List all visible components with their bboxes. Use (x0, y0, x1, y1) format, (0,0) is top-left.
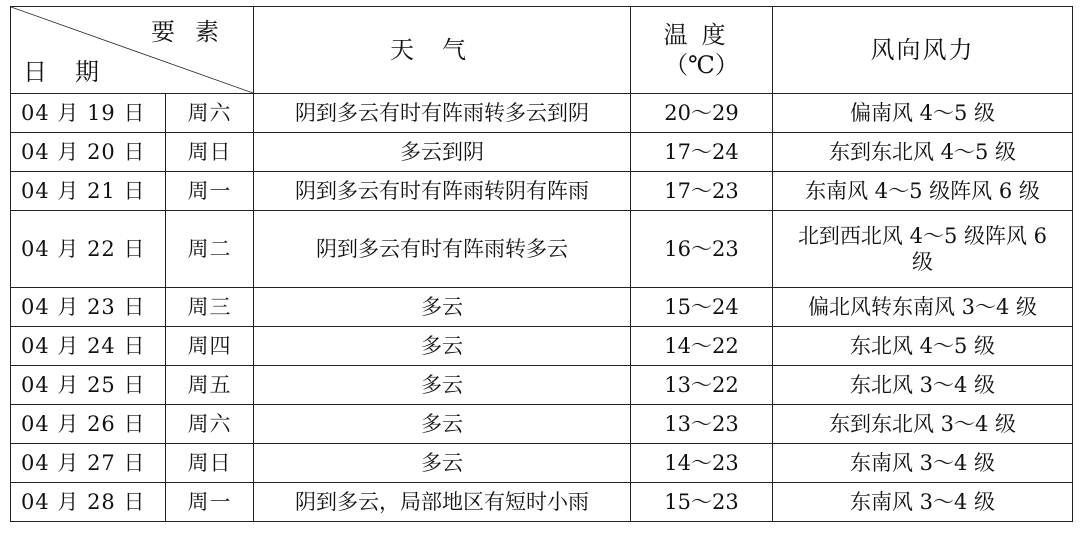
date-cell: 04 月 21 日 (11, 172, 166, 211)
weekday-cell: 周五 (166, 366, 254, 405)
weather-cell: 多云到阴 (254, 133, 631, 172)
weekday-cell: 周日 (166, 444, 254, 483)
temperature-cell: 14～22 (631, 327, 773, 366)
weather-cell: 多云 (254, 366, 631, 405)
table-row (11, 94, 1073, 133)
temperature-cell: 13～23 (631, 405, 773, 444)
wind-cell: 东到东北风 4～5 级 (773, 133, 1073, 172)
weekday-cell: 周一 (166, 483, 254, 522)
table-row (11, 327, 1073, 366)
temperature-cell: 17～23 (631, 172, 773, 211)
weekday-cell: 周四 (166, 327, 254, 366)
weather-cell: 阴到多云有时有阵雨转多云到阴 (254, 94, 631, 133)
date-cell: 04 月 24 日 (11, 327, 166, 366)
temperature-cell: 15～24 (631, 288, 773, 327)
weekday-cell: 周六 (166, 405, 254, 444)
wind-cell: 偏北风转东南风 3～4 级 (773, 288, 1073, 327)
wind-cell: 东北风 4～5 级 (773, 327, 1073, 366)
table-row (11, 444, 1073, 483)
wind-cell: 偏南风 4～5 级 (773, 94, 1073, 133)
weather-cell: 多云 (254, 405, 631, 444)
date-cell: 04 月 28 日 (11, 483, 166, 522)
date-cell: 04 月 20 日 (11, 133, 166, 172)
temperature-cell: 14～23 (631, 444, 773, 483)
weekday-cell: 周六 (166, 94, 254, 133)
date-cell: 04 月 19 日 (11, 94, 166, 133)
temperature-unit-label: （℃） (664, 51, 739, 79)
weather-cell: 阴到多云有时有阵雨转多云 (254, 211, 631, 288)
date-cell: 04 月 23 日 (11, 288, 166, 327)
date-cell: 04 月 25 日 (11, 366, 166, 405)
date-cell: 04 月 26 日 (11, 405, 166, 444)
weather-cell: 多云 (254, 327, 631, 366)
wind-header (773, 7, 1073, 94)
weekday-cell: 周三 (166, 288, 254, 327)
weather-header (254, 7, 631, 94)
table-row (11, 133, 1073, 172)
wind-header-label: 风向风力 (870, 36, 975, 64)
corner-label-elements: 要素 (151, 18, 239, 46)
table-row (11, 405, 1073, 444)
corner-label-date: 日期 (23, 58, 127, 86)
forecast-table (10, 6, 1073, 522)
weekday-cell: 周日 (166, 133, 254, 172)
table-row (11, 172, 1073, 211)
temperature-cell: 16～23 (631, 211, 773, 288)
wind-cell: 东北风 3～4 级 (773, 366, 1073, 405)
weather-cell: 多云 (254, 288, 631, 327)
date-cell: 04 月 22 日 (11, 211, 166, 288)
weather-cell: 阴到多云有时有阵雨转阴有阵雨 (254, 172, 631, 211)
table-row (11, 288, 1073, 327)
weather-header-label: 天气 (390, 36, 494, 64)
weather-cell: 多云 (254, 444, 631, 483)
date-cell: 04 月 27 日 (11, 444, 166, 483)
table-row (11, 483, 1073, 522)
corner-header-cell (11, 7, 254, 94)
wind-cell: 东到东北风 3～4 级 (773, 405, 1073, 444)
temperature-cell: 13～22 (631, 366, 773, 405)
temperature-header (631, 7, 773, 94)
wind-cell: 东南风 4～5 级阵风 6 级 (773, 172, 1073, 211)
wind-cell: 北到西北风 4～5 级阵风 6 级 (773, 211, 1073, 288)
table-row (11, 366, 1073, 405)
temperature-cell: 17～24 (631, 133, 773, 172)
weekday-cell: 周二 (166, 211, 254, 288)
wind-cell: 东南风 3～4 级 (773, 483, 1073, 522)
temperature-cell: 15～23 (631, 483, 773, 522)
weather-cell: 阴到多云，局部地区有短时小雨 (254, 483, 631, 522)
temperature-cell: 20～29 (631, 94, 773, 133)
weekday-cell: 周一 (166, 172, 254, 211)
temperature-header-label: 温度 (663, 21, 740, 49)
header-row (11, 7, 1073, 94)
wind-cell: 东南风 3～4 级 (773, 444, 1073, 483)
table-row (11, 211, 1073, 288)
